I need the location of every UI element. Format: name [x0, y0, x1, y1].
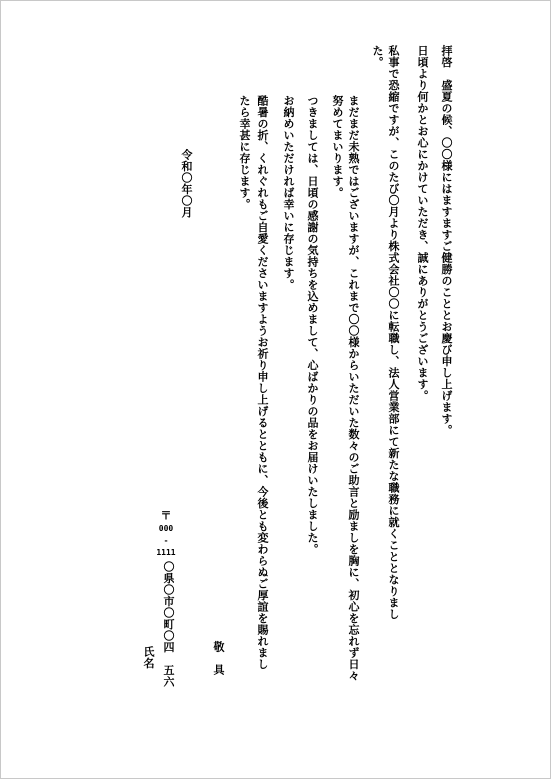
letter-line-6: 努めてまいります。	[331, 95, 344, 199]
letter-line-5: まだまだ未熟ではございますが、これまで〇〇様からいただいた数々のご助言と励ましを胸に、初心を忘れず日々	[347, 95, 360, 682]
sender-name-label: 氏名	[142, 646, 155, 669]
letter-line-7: つきましては、日頃の感謝の気持ちを込めまして、心ばかりの品をお届けいたしました。	[306, 95, 319, 555]
postal-code-block	[151, 507, 181, 559]
letter-line-8: お納めいただければ幸いに存じます。	[282, 95, 295, 291]
postal-code-separator: -	[163, 536, 169, 545]
postal-code-part-1: 000	[158, 524, 174, 533]
postal-code-part-2: 1111	[156, 548, 176, 557]
letter-line-10: たら幸甚に存じます。	[238, 95, 251, 210]
letter-line-1: 拝啓 盛夏の候、〇〇様にはますますご健勝のこととお慶び申し上げます。	[440, 45, 453, 436]
closing-text: 敬 具	[212, 641, 225, 676]
letter-line-2: 日頃より何かとお心にかけていただき、誠にありがとうございます。	[416, 45, 429, 402]
letter-line-4: た。	[371, 45, 384, 68]
letter-line-9: 酷暑の折、くれぐれもご自愛くださいますようお祈り申し上げるとともに、今後とも変わらぬご厚誼を賜れまし	[256, 95, 269, 670]
sender-address: 〇県〇市〇町〇四 五六	[162, 561, 175, 688]
letter-line-3: 私事で恐縮ですが、このたび〇月より株式会社〇〇に転職し、法人営業部にて新たな職務に就くこととなりまし	[387, 45, 400, 620]
letter-date: 令和〇年〇月	[180, 149, 193, 218]
postal-mark: 〒	[160, 509, 172, 522]
